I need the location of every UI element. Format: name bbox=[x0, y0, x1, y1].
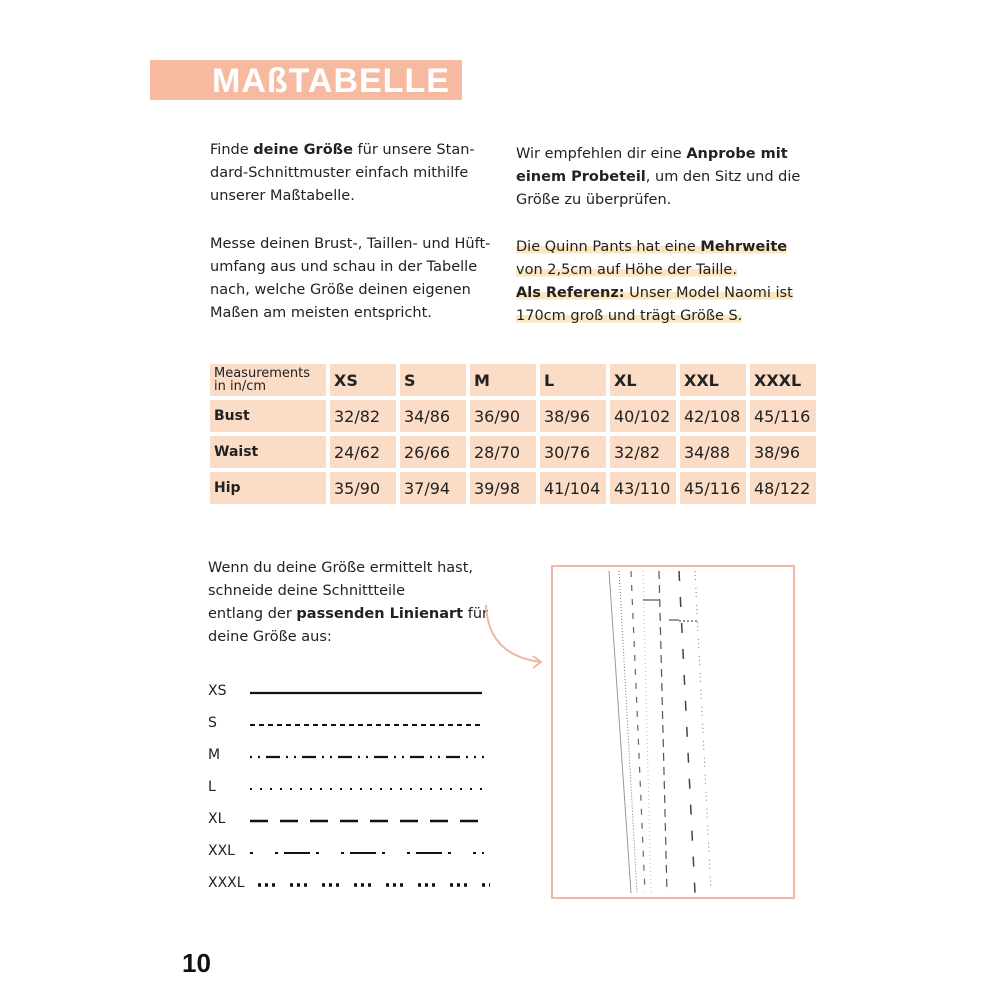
size-header: L bbox=[540, 364, 606, 396]
row-label: Waist bbox=[210, 436, 326, 468]
dashed-line-icon bbox=[250, 719, 490, 731]
fitting-recommendation: Wir empfehlen dir eine Anprobe mit einem Probeteil, um den Sitz und die Größe zu überprüfen. bbox=[516, 146, 801, 208]
pattern-detail-image bbox=[551, 565, 795, 899]
table-cell: 40/102 bbox=[610, 400, 676, 432]
size-header: XL bbox=[610, 364, 676, 396]
legend-size-label: XXXL bbox=[208, 875, 245, 891]
size-header: XS bbox=[330, 364, 396, 396]
page-number: 10 bbox=[182, 948, 211, 978]
table-cell: 38/96 bbox=[750, 436, 816, 468]
row-label: Hip bbox=[210, 472, 326, 504]
table-cell: 42/108 bbox=[680, 400, 746, 432]
measurements-header: Measurements in in/cm bbox=[210, 364, 326, 396]
table-row-hip bbox=[210, 472, 816, 504]
table-cell: 38/96 bbox=[540, 400, 606, 432]
table-row-waist bbox=[210, 436, 816, 468]
size-header: XXXL bbox=[750, 364, 816, 396]
table-cell: 32/82 bbox=[330, 400, 396, 432]
intro-paragraph-1: Finde deine Größe für unsere Stan- dard-Schnittmuster einfach mithilfe unserer Maßtabelle. bbox=[210, 142, 475, 204]
solid-line-icon bbox=[250, 687, 490, 699]
table-cell: 30/76 bbox=[540, 436, 606, 468]
table-cell: 37/94 bbox=[400, 472, 466, 504]
legend-size-label: XXL bbox=[208, 843, 235, 859]
pattern-lines-illustration bbox=[553, 567, 793, 897]
table-cell: 28/70 bbox=[470, 436, 536, 468]
table-cell: 34/88 bbox=[680, 436, 746, 468]
table-cell: 45/116 bbox=[680, 472, 746, 504]
legend-size-label: XS bbox=[208, 683, 227, 699]
long-dash-line-icon bbox=[250, 815, 490, 827]
dotted-line-icon bbox=[250, 783, 490, 795]
table-row-bust bbox=[210, 400, 816, 432]
table-cell: 39/98 bbox=[470, 472, 536, 504]
table-cell: 34/86 bbox=[400, 400, 466, 432]
intro-paragraph-2: Messe deinen Brust-, Taillen- und Hüft- umfang aus und schau in der Tabelle nach, welche Größe deinen eigenen Maßen am meisten entspricht. bbox=[210, 236, 491, 321]
legend-size-label: S bbox=[208, 715, 217, 731]
table-cell: 26/66 bbox=[400, 436, 466, 468]
dot-dot-dash-line-icon bbox=[250, 751, 490, 763]
table-cell: 24/62 bbox=[330, 436, 396, 468]
table-cell: 43/110 bbox=[610, 472, 676, 504]
table-cell: 32/82 bbox=[610, 436, 676, 468]
table-cell: 35/90 bbox=[330, 472, 396, 504]
size-header: M bbox=[470, 364, 536, 396]
triple-dot-line-icon bbox=[250, 879, 490, 891]
size-table bbox=[206, 360, 820, 508]
size-header: S bbox=[400, 364, 466, 396]
table-cell: 36/90 bbox=[470, 400, 536, 432]
legend-size-label: XL bbox=[208, 811, 226, 827]
row-label: Bust bbox=[210, 400, 326, 432]
dot-dash-dot-line-icon bbox=[250, 847, 490, 859]
cut-instructions: Wenn du deine Größe ermittelt hast, schneide deine Schnittteile entlang der passenden Linienart für deine Größe aus: bbox=[208, 560, 488, 645]
table-cell: 41/104 bbox=[540, 472, 606, 504]
ease-note: Die Quinn Pants hat eine Mehrweite von 2,5cm auf Höhe der Taille. Als Referenz: Unser Model Naomi ist 170cm groß und trägt Größe S. bbox=[516, 239, 793, 324]
legend-size-label: L bbox=[208, 779, 216, 795]
legend-size-label: M bbox=[208, 747, 221, 763]
table-header-row bbox=[210, 364, 816, 396]
size-header: XXL bbox=[680, 364, 746, 396]
page-title: MAßTABELLE bbox=[212, 62, 450, 100]
table-cell: 48/122 bbox=[750, 472, 816, 504]
curved-arrow-icon bbox=[478, 600, 548, 670]
table-cell: 45/116 bbox=[750, 400, 816, 432]
